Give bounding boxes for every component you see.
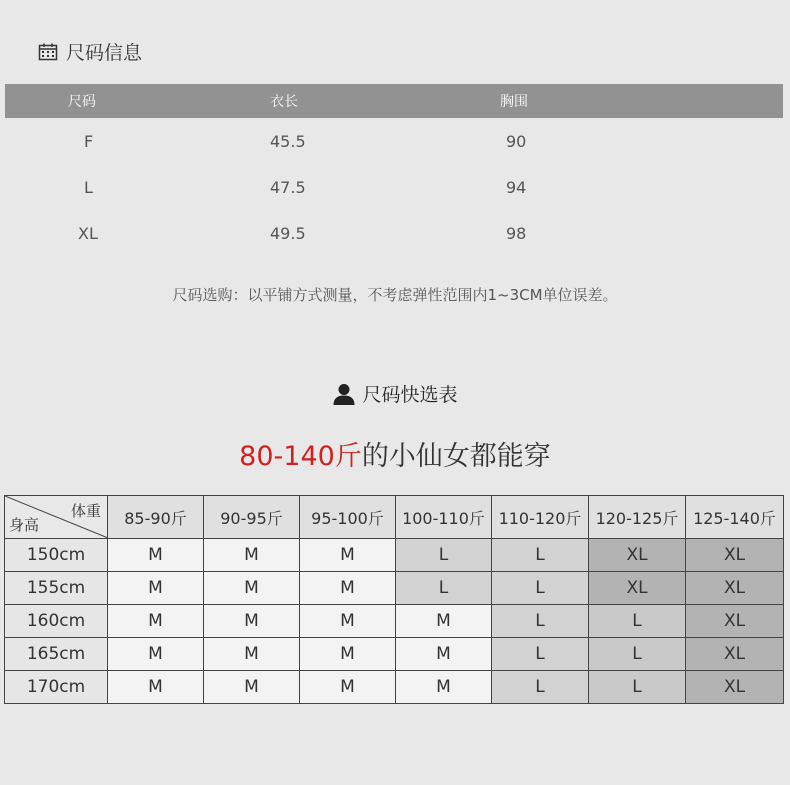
weight-header: 120-125斤 xyxy=(589,496,686,539)
headline-weight-range: 80-140斤 xyxy=(239,441,362,472)
size-cell: M xyxy=(300,671,396,704)
size-cell: M xyxy=(108,671,204,704)
size-cell: M xyxy=(204,638,300,671)
person-icon xyxy=(332,382,356,406)
quick-select-title xyxy=(0,380,790,407)
size-cell: M xyxy=(396,638,492,671)
chest-cell: 98 xyxy=(506,223,527,243)
table-row xyxy=(5,210,783,256)
chest-cell: 90 xyxy=(506,131,527,151)
headline xyxy=(0,434,790,473)
size-cell: L xyxy=(492,671,589,704)
size-cell: M xyxy=(108,572,204,605)
size-cell: M xyxy=(108,539,204,572)
size-table xyxy=(5,84,783,256)
size-cell: F xyxy=(84,131,94,151)
weight-header: 90-95斤 xyxy=(204,496,300,539)
calendar-icon xyxy=(38,43,58,61)
weight-header-row xyxy=(5,496,784,539)
size-info-title-text: 尺码信息 xyxy=(66,42,143,64)
size-note: 尺码选购：以平铺方式测量，不考虑弹性范围内1~3CM单位误差。 xyxy=(172,286,618,304)
size-table-header xyxy=(5,84,783,118)
table-row xyxy=(5,572,784,605)
size-cell: L xyxy=(492,572,589,605)
size-cell: L xyxy=(589,671,686,704)
weight-header: 125-140斤 xyxy=(686,496,784,539)
header-size: 尺码 xyxy=(68,94,96,110)
size-quick-table xyxy=(4,495,784,704)
quick-select-title-text: 尺码快选表 xyxy=(362,384,458,406)
size-cell: L xyxy=(589,605,686,638)
weight-header: 95-100斤 xyxy=(300,496,396,539)
corner-height-label: 身高 xyxy=(9,516,40,534)
size-info-title xyxy=(38,38,142,65)
table-row xyxy=(5,164,783,210)
headline-text: 的小仙女都能穿 xyxy=(361,441,551,472)
height-cell: 160cm xyxy=(5,605,108,638)
size-cell: M xyxy=(204,539,300,572)
size-cell: M xyxy=(108,638,204,671)
size-cell: XL xyxy=(686,539,784,572)
height-cell: 170cm xyxy=(5,671,108,704)
size-cell: M xyxy=(300,638,396,671)
size-cell: XL xyxy=(686,638,784,671)
length-cell: 45.5 xyxy=(270,131,306,151)
size-cell: L xyxy=(492,638,589,671)
size-cell: XL xyxy=(686,572,784,605)
size-cell: M xyxy=(204,671,300,704)
size-cell: M xyxy=(396,605,492,638)
size-cell: L xyxy=(492,605,589,638)
table-row xyxy=(5,539,784,572)
height-cell: 155cm xyxy=(5,572,108,605)
size-cell: M xyxy=(108,605,204,638)
size-cell: XL xyxy=(686,605,784,638)
weight-header: 110-120斤 xyxy=(492,496,589,539)
size-cell: L xyxy=(589,638,686,671)
size-cell: M xyxy=(300,605,396,638)
size-cell: M xyxy=(300,539,396,572)
size-cell: M xyxy=(204,572,300,605)
length-cell: 47.5 xyxy=(270,177,306,197)
weight-header: 100-110斤 xyxy=(396,496,492,539)
header-length: 衣长 xyxy=(270,94,298,110)
length-cell: 49.5 xyxy=(270,223,306,243)
size-cell: XL xyxy=(589,539,686,572)
size-cell: L xyxy=(396,572,492,605)
table-row xyxy=(5,671,784,704)
size-cell: L xyxy=(396,539,492,572)
size-cell: L xyxy=(84,177,93,197)
size-cell: L xyxy=(492,539,589,572)
corner-cell xyxy=(5,496,108,539)
size-cell: M xyxy=(204,605,300,638)
size-cell: XL xyxy=(589,572,686,605)
size-cell: XL xyxy=(78,223,98,243)
table-row xyxy=(5,118,783,164)
height-cell: 150cm xyxy=(5,539,108,572)
header-chest: 胸围 xyxy=(500,94,528,110)
table-row xyxy=(5,638,784,671)
size-cell: XL xyxy=(686,671,784,704)
table-row xyxy=(5,605,784,638)
chest-cell: 94 xyxy=(506,177,527,197)
size-cell: M xyxy=(300,572,396,605)
size-cell: M xyxy=(396,671,492,704)
corner-weight-label: 体重 xyxy=(70,502,101,520)
height-cell: 165cm xyxy=(5,638,108,671)
weight-header: 85-90斤 xyxy=(108,496,204,539)
